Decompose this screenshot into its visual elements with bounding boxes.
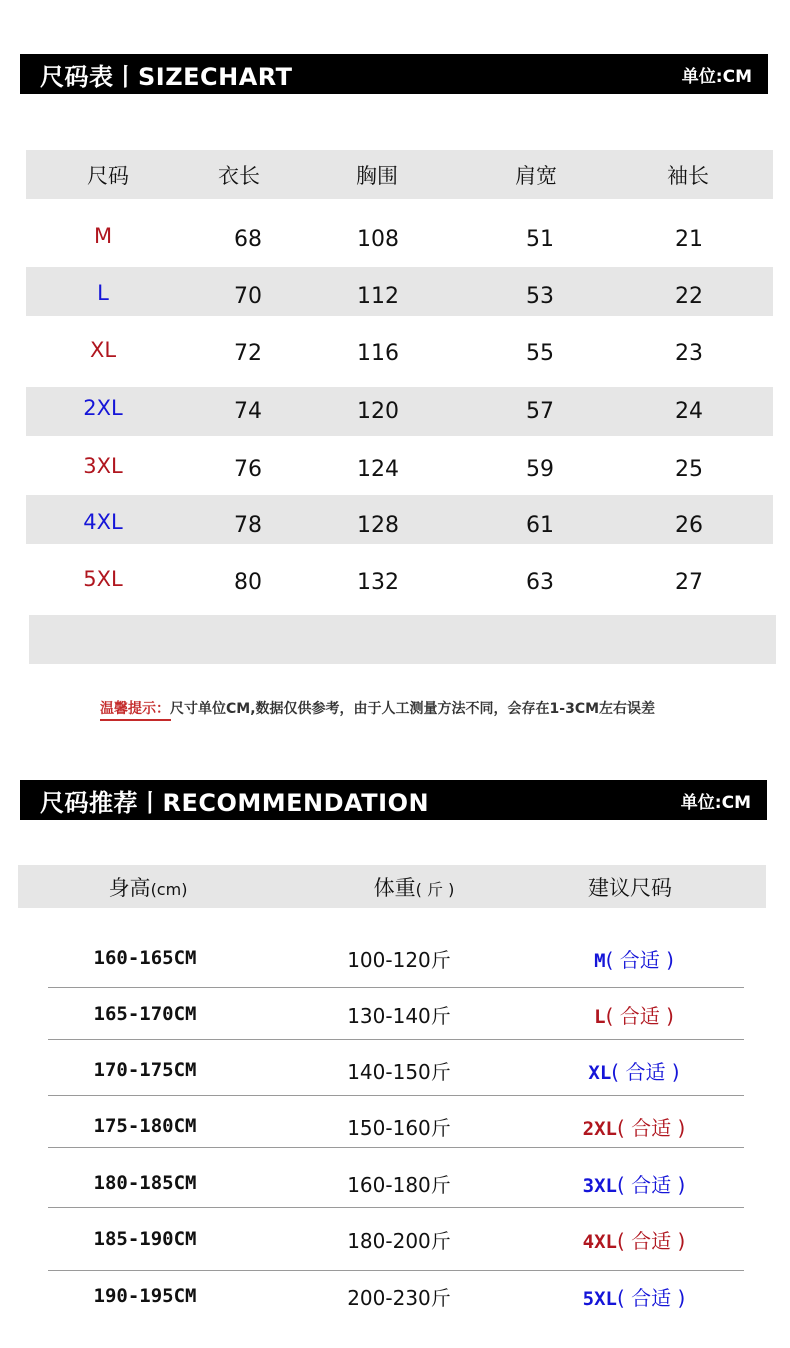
row-sleeve: 24 bbox=[675, 399, 703, 424]
row-size: 4XL bbox=[83, 510, 123, 534]
recommendation-unit: 单位:CM bbox=[680, 792, 751, 813]
row-recommended-size: 3XL( 合适 ) bbox=[582, 1172, 686, 1197]
table-footer-band bbox=[29, 615, 776, 664]
row-chest: 124 bbox=[357, 457, 399, 482]
row-divider bbox=[48, 1147, 744, 1148]
row-divider bbox=[48, 1207, 744, 1208]
row-shoulder: 51 bbox=[526, 227, 554, 252]
row-chest: 120 bbox=[357, 399, 399, 424]
row-size: XL bbox=[89, 338, 117, 362]
row-shoulder: 57 bbox=[526, 399, 554, 424]
row-length: 74 bbox=[234, 399, 262, 424]
row-length: 78 bbox=[234, 513, 262, 538]
row-length: 68 bbox=[234, 227, 262, 252]
table-row bbox=[26, 444, 773, 493]
measurement-tip bbox=[100, 698, 655, 718]
header-recommended-size: 建议尺码 bbox=[588, 875, 672, 900]
row-sleeve: 26 bbox=[675, 513, 703, 538]
table-row bbox=[26, 214, 773, 263]
row-sleeve: 22 bbox=[675, 284, 703, 309]
row-weight: 130-140斤 bbox=[347, 1003, 451, 1028]
table-row bbox=[48, 986, 744, 1042]
row-weight: 140-150斤 bbox=[347, 1059, 451, 1084]
row-weight: 180-200斤 bbox=[347, 1228, 451, 1253]
size-table-header bbox=[26, 150, 773, 199]
row-height: 165-170CM bbox=[93, 1003, 197, 1025]
row-size: M bbox=[93, 224, 113, 248]
recommendation-header bbox=[20, 780, 767, 820]
header-size: 尺码 bbox=[87, 163, 129, 188]
row-chest: 116 bbox=[357, 341, 399, 366]
row-sleeve: 27 bbox=[675, 570, 703, 595]
table-row bbox=[48, 1268, 744, 1324]
size-chart-title: 尺码表丨SIZECHART bbox=[40, 62, 293, 91]
size-chart-unit: 单位:CM bbox=[681, 66, 752, 87]
recommendation-table-header bbox=[18, 865, 766, 908]
size-chart-header bbox=[20, 54, 768, 94]
table-row bbox=[26, 495, 773, 544]
row-height: 170-175CM bbox=[93, 1059, 197, 1081]
row-size: 5XL bbox=[83, 567, 123, 591]
header-shoulder: 肩宽 bbox=[515, 163, 557, 188]
row-divider bbox=[48, 1095, 744, 1096]
row-divider bbox=[48, 1039, 744, 1040]
row-height: 175-180CM bbox=[93, 1115, 197, 1137]
header-height: 身高(cm) bbox=[108, 875, 188, 900]
tip-label: 温馨提示： bbox=[100, 701, 170, 717]
row-weight: 160-180斤 bbox=[347, 1172, 451, 1197]
row-shoulder: 63 bbox=[526, 570, 554, 595]
tip-underline bbox=[100, 719, 171, 721]
table-row bbox=[26, 387, 773, 436]
row-height: 160-165CM bbox=[93, 947, 197, 969]
row-chest: 132 bbox=[357, 570, 399, 595]
row-recommended-size: 2XL( 合适 ) bbox=[582, 1115, 686, 1140]
row-recommended-size: L( 合适 ) bbox=[594, 1003, 674, 1028]
table-row bbox=[26, 558, 773, 607]
row-sleeve: 23 bbox=[675, 341, 703, 366]
table-row bbox=[48, 1211, 744, 1267]
row-sleeve: 21 bbox=[675, 227, 703, 252]
table-row bbox=[48, 1155, 744, 1211]
row-recommended-size: 4XL( 合适 ) bbox=[582, 1228, 686, 1253]
row-shoulder: 61 bbox=[526, 513, 554, 538]
row-weight: 150-160斤 bbox=[347, 1115, 451, 1140]
table-row bbox=[26, 267, 773, 316]
row-sleeve: 25 bbox=[675, 457, 703, 482]
row-chest: 112 bbox=[357, 284, 399, 309]
row-size: 3XL bbox=[83, 454, 123, 478]
row-length: 72 bbox=[234, 341, 262, 366]
row-height: 185-190CM bbox=[93, 1228, 197, 1250]
row-height: 190-195CM bbox=[93, 1285, 197, 1307]
recommendation-title: 尺码推荐丨RECOMMENDATION bbox=[40, 788, 430, 817]
row-size: 2XL bbox=[83, 396, 123, 420]
row-length: 80 bbox=[234, 570, 262, 595]
row-chest: 108 bbox=[357, 227, 399, 252]
row-recommended-size: 5XL( 合适 ) bbox=[582, 1285, 686, 1310]
row-weight: 200-230斤 bbox=[347, 1285, 451, 1310]
row-shoulder: 53 bbox=[526, 284, 554, 309]
row-weight: 100-120斤 bbox=[347, 947, 451, 972]
table-row bbox=[48, 1042, 744, 1098]
table-row bbox=[26, 329, 773, 378]
row-length: 76 bbox=[234, 457, 262, 482]
row-shoulder: 59 bbox=[526, 457, 554, 482]
row-size: L bbox=[97, 281, 109, 305]
header-sleeve: 袖长 bbox=[667, 163, 709, 188]
row-chest: 128 bbox=[357, 513, 399, 538]
table-row bbox=[48, 930, 744, 986]
row-shoulder: 55 bbox=[526, 341, 554, 366]
header-weight: 体重( 斤 ) bbox=[373, 875, 455, 900]
header-chest: 胸围 bbox=[356, 163, 398, 188]
table-row bbox=[48, 1098, 744, 1154]
row-height: 180-185CM bbox=[93, 1172, 197, 1194]
row-recommended-size: XL( 合适 ) bbox=[588, 1059, 680, 1084]
tip-text: 尺寸单位CM,数据仅供参考，由于人工测量方法不同，会存在1-3CM左右误差 bbox=[170, 701, 656, 717]
row-recommended-size: M( 合适 ) bbox=[594, 947, 674, 972]
row-length: 70 bbox=[234, 284, 262, 309]
header-length: 衣长 bbox=[218, 163, 260, 188]
